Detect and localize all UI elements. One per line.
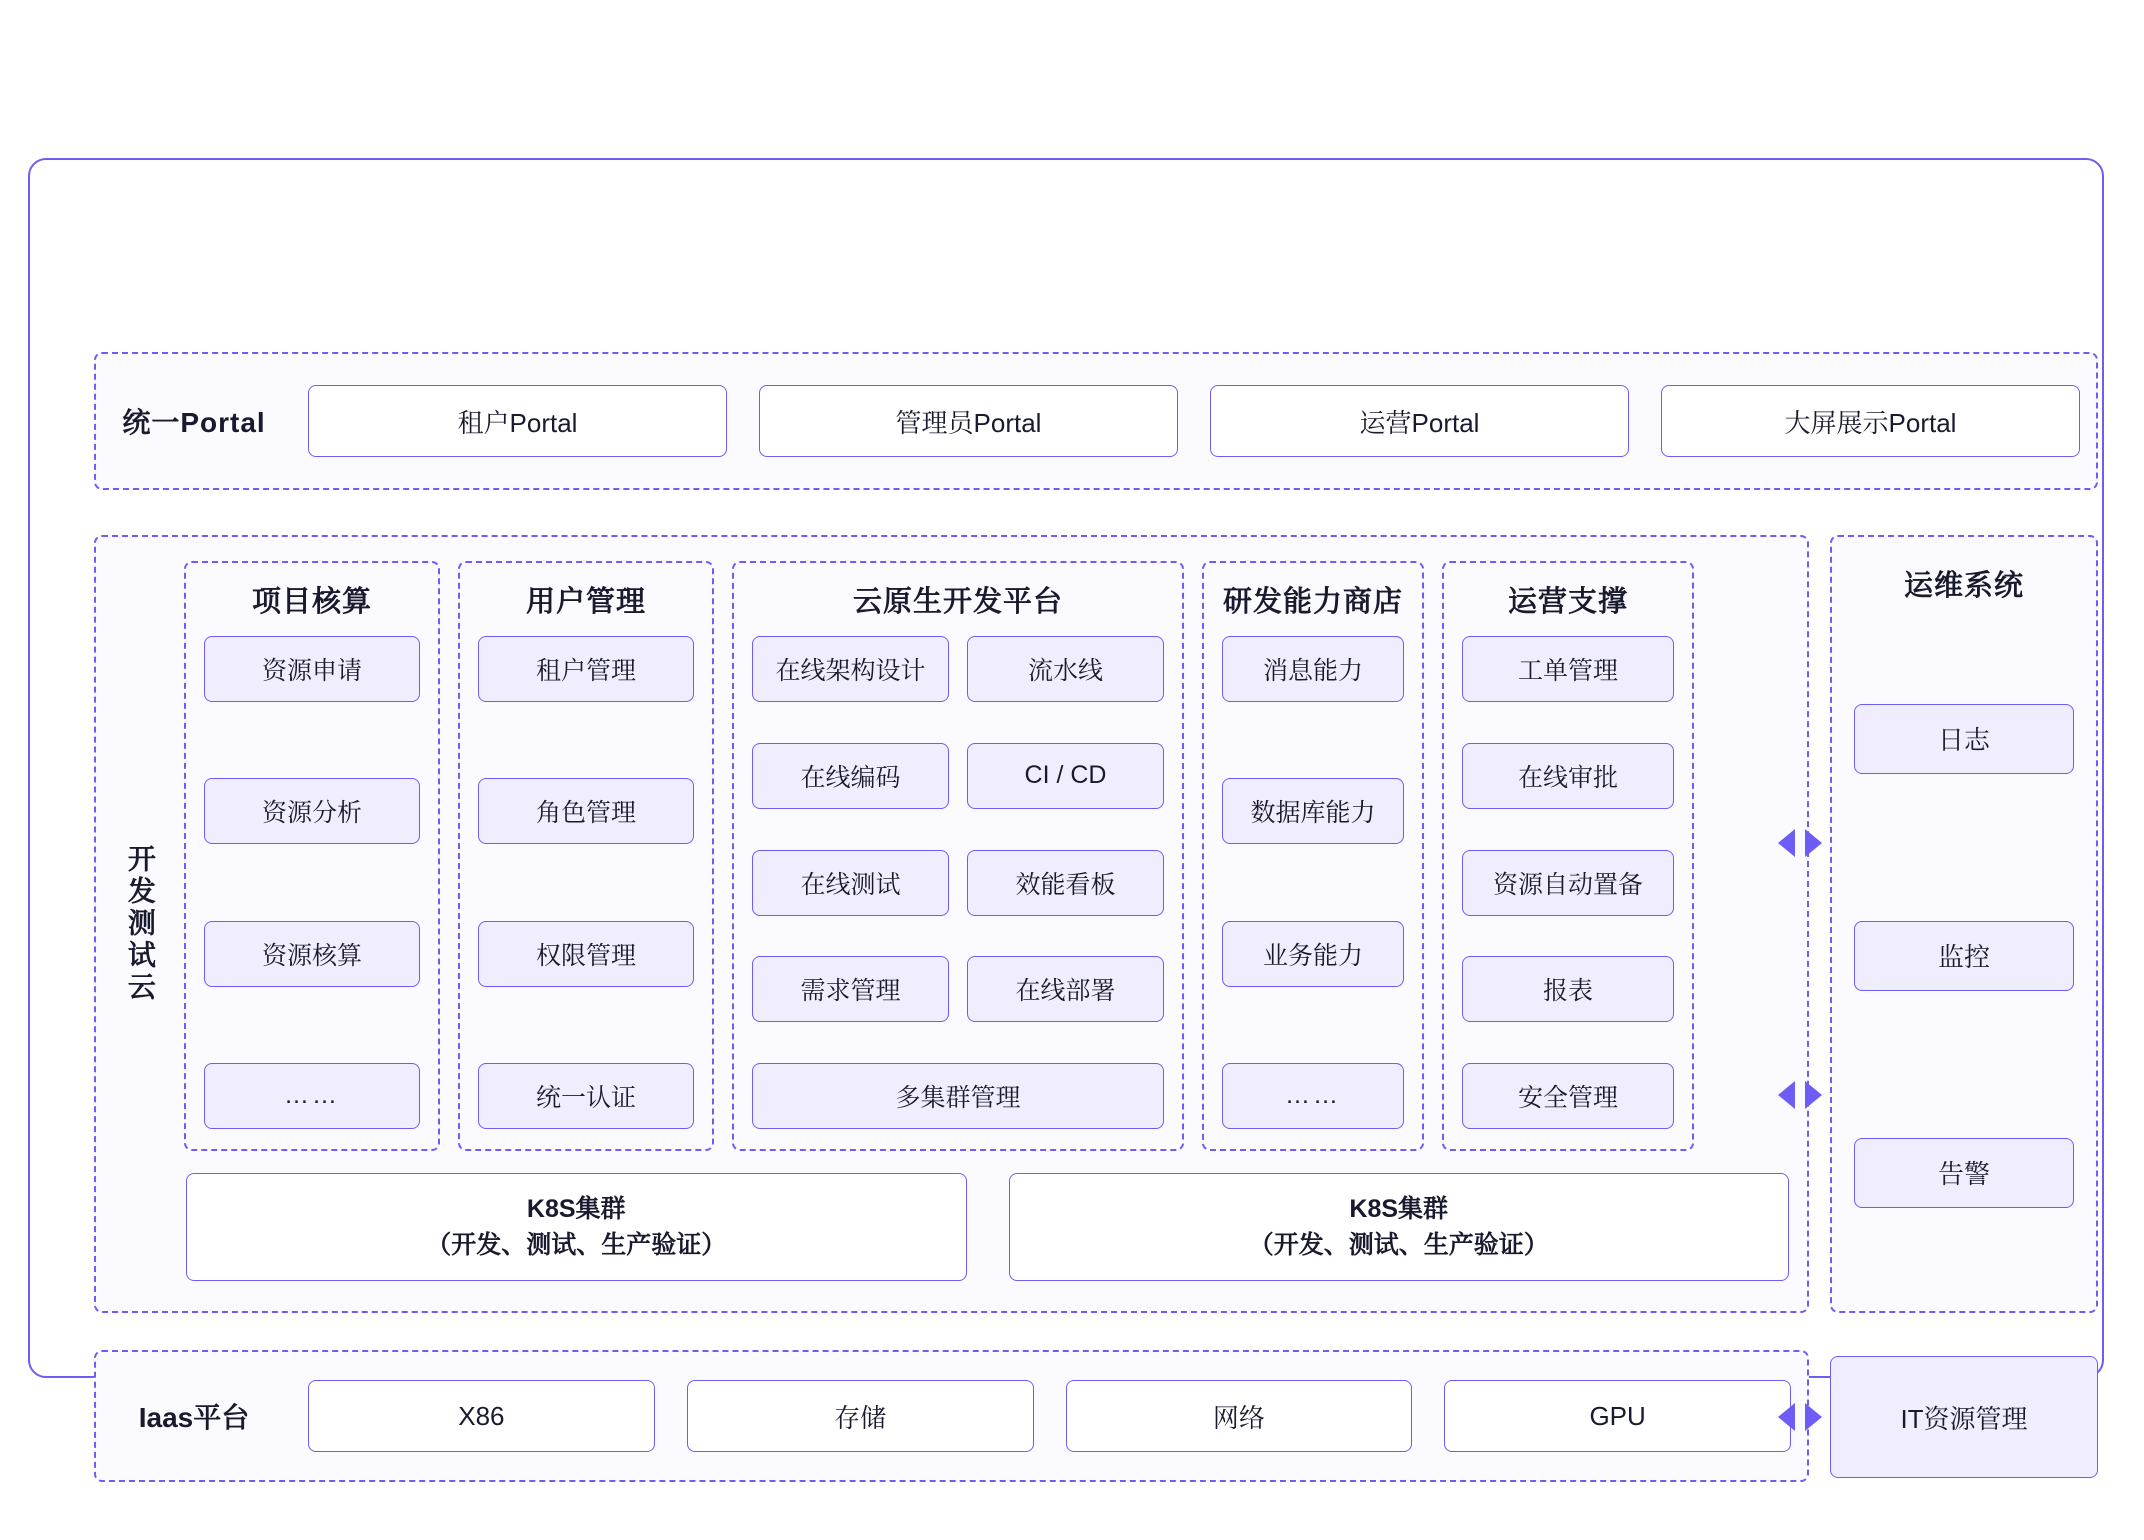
chip-online-testing[interactable]: 在线测试 (752, 850, 949, 916)
devtest-cloud-label: 开发测试云 (124, 844, 156, 1004)
k8s-cluster-row (184, 1173, 1789, 1281)
chip-tenant-management[interactable]: 租户管理 (478, 636, 694, 702)
chip-more[interactable]: …… (204, 1063, 420, 1129)
chip-database-capability[interactable]: 数据库能力 (1222, 778, 1404, 844)
ops-chip-alarm[interactable]: 告警 (1854, 1138, 2074, 1208)
chip-resource-apply[interactable]: 资源申请 (204, 636, 420, 702)
arrow-right-icon (1805, 1403, 1822, 1431)
chip-resource-accounting[interactable]: 资源核算 (204, 921, 420, 987)
arrow-left-icon (1778, 1081, 1795, 1109)
chip-requirement-management[interactable]: 需求管理 (752, 956, 949, 1022)
chip-auto-resource-provisioning[interactable]: 资源自动置备 (1462, 850, 1674, 916)
group-title: 研发能力商店 (1222, 586, 1403, 618)
capability-group-row (184, 561, 1789, 1151)
k8s-cluster-title: K8S集群 (1349, 1194, 1449, 1223)
chip-online-approval[interactable]: 在线审批 (1462, 743, 1674, 809)
arrow-right-icon (1805, 1081, 1822, 1109)
chip-permission-management[interactable]: 权限管理 (478, 921, 694, 987)
ops-chip-log[interactable]: 日志 (1854, 704, 2074, 774)
group-project-accounting (184, 561, 440, 1151)
k8s-cluster-subtitle: （开发、测试、生产验证） (1248, 1231, 1549, 1259)
group-user-management (458, 561, 714, 1151)
arrow-left-icon (1778, 829, 1795, 857)
portal-card-bigscreen[interactable]: 大屏展示Portal (1661, 385, 2080, 457)
chip-ci-cd[interactable]: CI / CD (967, 743, 1164, 809)
ops-system-items (1854, 630, 2074, 1281)
devtest-cloud-band (94, 535, 1809, 1313)
group-title: 用户管理 (525, 586, 646, 618)
ops-chip-monitoring[interactable]: 监控 (1854, 921, 2074, 991)
portal-card-operations[interactable]: 运营Portal (1210, 385, 1629, 457)
iaas-platform-band (94, 1350, 1809, 1482)
chip-online-architecture-design[interactable]: 在线架构设计 (752, 636, 949, 702)
devtest-cloud-body (184, 537, 1807, 1311)
chip-security-management[interactable]: 安全管理 (1462, 1063, 1674, 1129)
k8s-cluster-subtitle: （开发、测试、生产验证） (426, 1231, 727, 1259)
group-cloud-native-dev-platform (732, 561, 1184, 1151)
chip-role-management[interactable]: 角色管理 (478, 778, 694, 844)
chip-business-capability[interactable]: 业务能力 (1222, 921, 1404, 987)
iaas-platform-label: Iaas平台 (138, 1402, 250, 1433)
group-title: 运营支撑 (1507, 586, 1628, 618)
portal-band-label: 统一Portal (122, 407, 266, 438)
chip-pipeline[interactable]: 流水线 (967, 636, 1164, 702)
group-title: 云原生开发平台 (852, 586, 1063, 618)
iaas-card-storage[interactable]: 存储 (687, 1380, 1034, 1452)
chip-resource-analysis[interactable]: 资源分析 (204, 778, 420, 844)
group-operations-support (1442, 561, 1694, 1151)
portal-card-tenant[interactable]: 租户Portal (308, 385, 727, 457)
group-title: 项目核算 (251, 586, 372, 618)
k8s-cluster-card-1[interactable] (186, 1173, 967, 1281)
chip-online-coding[interactable]: 在线编码 (752, 743, 949, 809)
arrow-right-icon (1805, 829, 1822, 857)
chip-online-deployment[interactable]: 在线部署 (967, 956, 1164, 1022)
portal-card-admin[interactable]: 管理员Portal (759, 385, 1178, 457)
connector-arrows-middle (1778, 1080, 1822, 1110)
architecture-diagram (28, 158, 2104, 1434)
group-rd-capability-store (1202, 561, 1424, 1151)
k8s-cluster-title: K8S集群 (526, 1194, 626, 1223)
chip-efficiency-dashboard[interactable]: 效能看板 (967, 850, 1164, 916)
iaas-card-x86[interactable]: X86 (308, 1380, 655, 1452)
arrow-left-icon (1778, 1403, 1795, 1431)
connector-arrows-lower (1778, 1402, 1822, 1432)
chip-more[interactable]: …… (1222, 1063, 1404, 1129)
portal-band (94, 352, 2098, 490)
ops-system-band (1830, 535, 2098, 1313)
chip-ticket-management[interactable]: 工单管理 (1462, 636, 1674, 702)
chip-report[interactable]: 报表 (1462, 956, 1674, 1022)
iaas-card-network[interactable]: 网络 (1066, 1380, 1413, 1452)
connector-arrows-upper (1778, 828, 1822, 858)
chip-message-capability[interactable]: 消息能力 (1222, 636, 1404, 702)
chip-unified-auth[interactable]: 统一认证 (478, 1063, 694, 1129)
k8s-cluster-card-2[interactable] (1009, 1173, 1790, 1281)
it-resource-management-card[interactable]: IT资源管理 (1830, 1356, 2098, 1478)
ops-system-title: 运维系统 (1903, 570, 2024, 602)
iaas-card-gpu[interactable]: GPU (1444, 1380, 1791, 1452)
chip-multi-cluster-management[interactable]: 多集群管理 (752, 1063, 1164, 1129)
